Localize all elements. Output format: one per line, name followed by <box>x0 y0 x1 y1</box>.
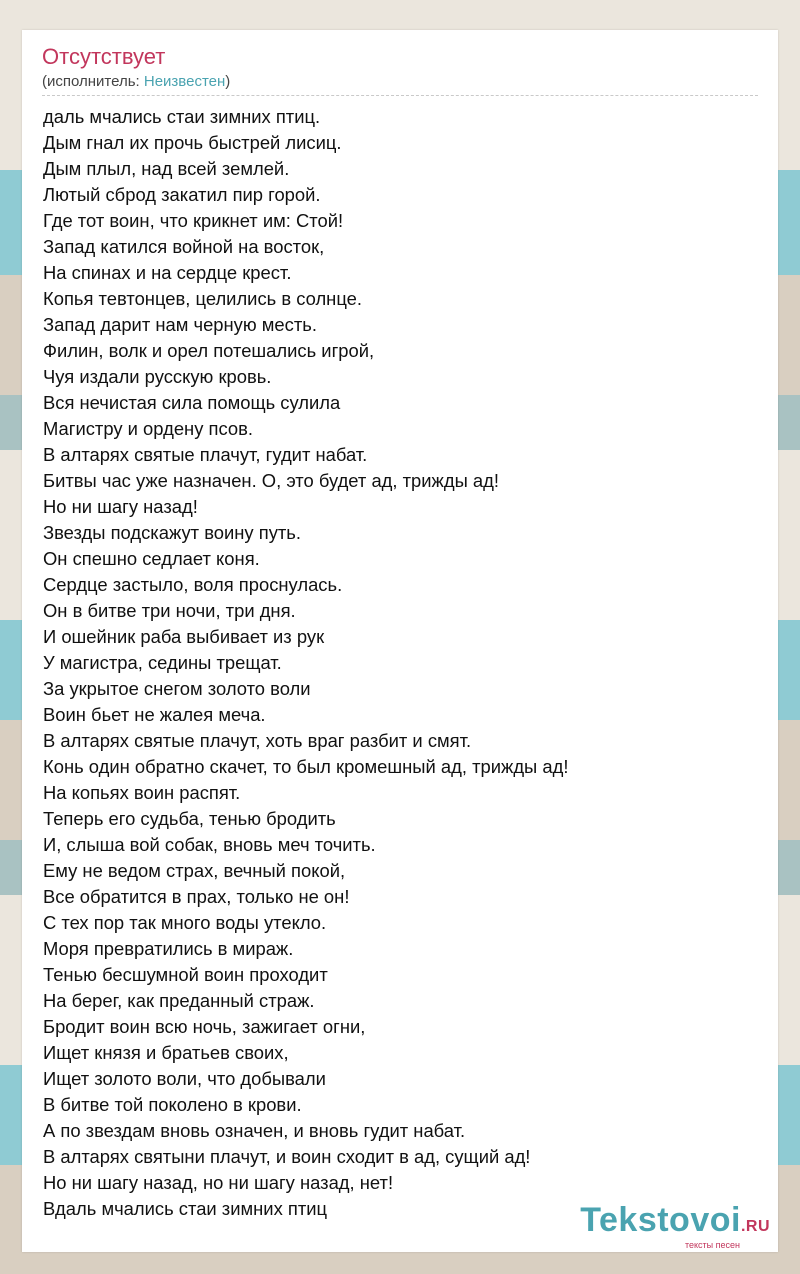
lyric-line: Тенью бесшумной воин проходит <box>43 964 328 985</box>
lyric-line: Запад катился войной на восток, <box>43 236 325 257</box>
lyric-line: С тех пор так много воды утекло. <box>43 912 327 933</box>
lyric-line: В алтарях святые плачут, хоть враг разбит и смят. <box>43 730 472 751</box>
lyric-line: В алтарях святыни плачут, и воин сходит в ад, сущий ад! <box>43 1146 531 1167</box>
performer-line <box>42 73 230 91</box>
performer-link[interactable]: Неизвестен <box>143 73 226 90</box>
lyric-line: На спинах и на сердце крест. <box>43 262 292 283</box>
lyric-line: Моря превратились в мираж. <box>43 938 294 959</box>
lyric-line: Магистру и ордену псов. <box>43 418 253 439</box>
lyric-line: И ошейник раба выбивает из рук <box>43 626 325 647</box>
lyric-line: Запад дарит нам черную месть. <box>43 314 317 335</box>
lyric-line: Дым гнал их прочь быстрей лисиц. <box>43 132 342 153</box>
lyric-line: Копья тевтонцев, целились в солнце. <box>43 288 362 309</box>
lyric-line: Теперь его судьба, тенью бродить <box>43 808 336 829</box>
logo-tld: .RU <box>740 1218 770 1235</box>
lyric-line: За укрытое снегом золото воли <box>43 678 311 699</box>
lyric-line: Все обратится в прах, только не он! <box>43 886 350 907</box>
song-title: Отсутствует <box>42 44 166 69</box>
lyric-line: Ищет князя и братьев своих, <box>43 1042 289 1063</box>
lyric-line: Филин, волк и орел потешались игрой, <box>43 340 375 361</box>
logo-tagline: тексты песен <box>684 1240 740 1250</box>
lyric-line: Конь один обратно скачет, то был кромешный ад, трижды ад! <box>43 756 569 777</box>
lyric-line: В алтарях святые плачут, гудит набат. <box>43 444 368 465</box>
header-divider <box>42 95 758 96</box>
lyric-line: В битве той поколено в крови. <box>43 1094 302 1115</box>
lyric-line: Звезды подскажут воину путь. <box>43 522 301 543</box>
lyric-line: Но ни шагу назад! <box>43 496 198 517</box>
performer-prefix: (исполнитель: <box>42 73 144 90</box>
lyrics-card <box>22 30 778 1252</box>
logo-wordmark: Tekstovoi <box>580 1201 741 1239</box>
site-logo[interactable] <box>580 1201 770 1250</box>
lyric-line: Но ни шагу назад, но ни шагу назад, нет! <box>43 1172 394 1193</box>
lyric-line: Бродит воин всю ночь, зажигает огни, <box>43 1016 366 1037</box>
lyric-line: Он в битве три ночи, три дня. <box>43 600 296 621</box>
lyric-line: Сердце застыло, воля проснулась. <box>43 574 343 595</box>
lyric-line: Битвы час уже назначен. О, это будет ад, трижды ад! <box>43 470 499 491</box>
lyrics-text <box>43 104 568 1222</box>
performer-suffix: ) <box>225 73 231 90</box>
lyric-line: И, слыша вой собак, вновь меч точить. <box>43 834 376 855</box>
lyric-line: У магистра, седины трещат. <box>43 652 282 673</box>
lyric-line: Воин бьет не жалея меча. <box>43 704 266 725</box>
lyric-line: Дым плыл, над всей землей. <box>43 158 290 179</box>
lyric-line: А по звездам вновь означен, и вновь гудит набат. <box>43 1120 466 1141</box>
lyric-line: Вся нечистая сила помощь сулила <box>43 392 341 413</box>
lyric-line: Он спешно седлает коня. <box>43 548 260 569</box>
lyric-line: Лютый сброд закатил пир горой. <box>43 184 321 205</box>
lyric-line: На берег, как преданный страж. <box>43 990 315 1011</box>
lyric-line: Вдаль мчались стаи зимних птиц <box>43 1198 328 1219</box>
lyric-line: На копьях воин распят. <box>43 782 241 803</box>
lyric-line: Чуя издали русскую кровь. <box>43 366 272 387</box>
lyric-line: Ищет золото воли, что добывали <box>43 1068 326 1089</box>
lyric-line: даль мчались стаи зимних птиц. <box>43 106 321 127</box>
lyric-line: Ему не ведом страх, вечный покой, <box>43 860 346 881</box>
lyric-line: Где тот воин, что крикнет им: Стой! <box>43 210 344 231</box>
